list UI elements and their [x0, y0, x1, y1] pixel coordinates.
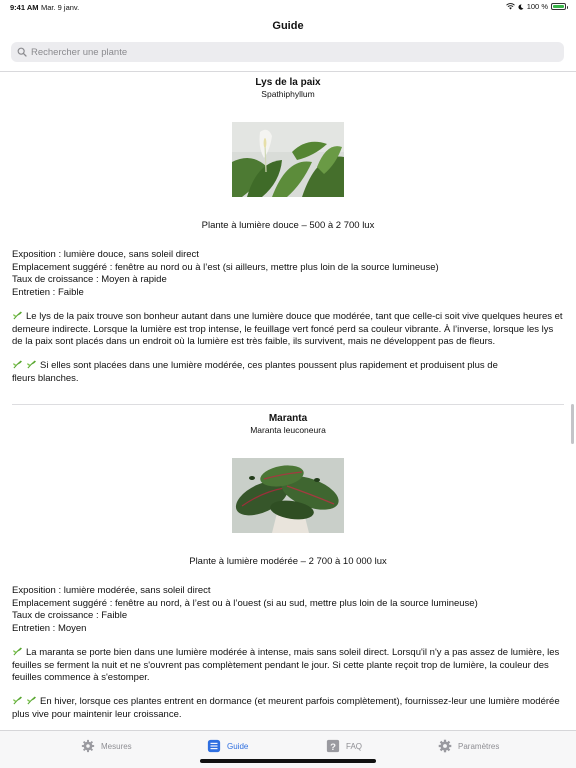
status-time: 9:41 AM: [10, 3, 39, 12]
plant-name: Lys de la paix: [255, 77, 321, 88]
tab-mesures[interactable]: [81, 738, 132, 754]
search-icon: [17, 47, 27, 57]
plant-latin-name: Spathiphyllum: [261, 89, 315, 99]
page-title: Guide: [272, 20, 304, 32]
battery-percent: 100 %: [526, 2, 548, 11]
plant-guide-list[interactable]: [0, 72, 576, 730]
tab-parametres[interactable]: [438, 738, 499, 754]
moon-icon: [518, 4, 524, 10]
peace-lily-photo: [232, 122, 344, 197]
plant-growth: Taux de croissance : Moyen à rapide: [12, 274, 167, 285]
sprout-icon: [12, 647, 23, 656]
svg-text:?: ?: [330, 741, 336, 753]
plant-care: Entretien : Moyen: [12, 622, 87, 634]
plant-tip: En hiver, lorsque ces plantes entrent en dormance (et meurent parfois complètement), fournissez-leur une lumière modérée plus vive pour maintenir leur croissance.: [12, 696, 560, 720]
status-date: Mar. 9 janv.: [41, 3, 80, 12]
search-placeholder: Rechercher une plante: [31, 46, 128, 58]
plant-growth: Taux de croissance : Faible: [12, 610, 128, 621]
gear-badge-icon: [81, 739, 95, 753]
tab-label: FAQ: [346, 741, 363, 751]
sprout-icon: [12, 311, 23, 320]
light-category: Plante à lumière douce – 500 à 2 700 lux: [201, 220, 375, 231]
plant-exposure: Exposition : lumière douce, sans soleil direct: [12, 249, 199, 260]
question-icon: [326, 739, 340, 753]
scrollbar[interactable]: [571, 404, 574, 444]
home-indicator[interactable]: [200, 759, 376, 763]
tab-faq[interactable]: [326, 738, 362, 754]
status-bar: [0, 0, 576, 14]
plant-latin-name: Maranta leuconeura: [250, 425, 326, 435]
plant-placement: Emplacement suggéré : fenêtre au nord, à l’est ou à l’ouest (si au sud, mettre plus loin de la source lumineuse): [12, 597, 478, 609]
plant-care: Entretien : Faible: [12, 286, 84, 298]
battery-icon: [551, 3, 566, 10]
wifi-icon: [506, 3, 515, 10]
light-category: Plante à lumière modérée – 2 700 à 10 000 lux: [189, 556, 387, 567]
tab-guide[interactable]: [207, 738, 248, 754]
tab-label: Guide: [227, 741, 249, 751]
plant-tip: Si elles sont placées dans une lumière modérée, ces plantes poussent plus rapidement et produisent plus de fleurs blanches.: [12, 360, 498, 384]
sprout-icon: [26, 696, 37, 705]
gear-icon: [438, 739, 452, 753]
tab-label: Paramètres: [458, 741, 500, 751]
plant-divider: [12, 404, 564, 405]
sprout-icon: [26, 360, 37, 369]
plant-description: Le lys de la paix trouve son bonheur autant dans une lumière douce que modérée, tant que celle-ci soit vive quelques heures et demeure indirecte. Lorsque la lumière est trop intense, le feuillage vert foncé perd sa couleur vibrante. À l’inverse, lorsque les lys de la paix sont placés dans un endroit où la lumière est très faible, ils survivent, mais ne développent pas de fleurs.: [12, 311, 563, 347]
tab-label: Mesures: [101, 741, 132, 751]
sprout-icon: [12, 696, 23, 705]
plant-exposure: Exposition : lumière modérée, sans soleil direct: [12, 585, 211, 596]
plant-name: Maranta: [268, 413, 308, 424]
plant-description: La maranta se porte bien dans une lumière modérée à intense, mais sans soleil direct. Lorsqu'il n'y a pas assez de lumière, les feuilles se ferment la nuit et ne s'ouvrent pas complètement pendant le jour. Si cette plante reçoit trop de lumière, la couleur des feuilles commence à s'estomper.: [12, 647, 560, 683]
plant-placement: Emplacement suggéré : fenêtre au nord ou à l’est (si ailleurs, mettre plus loin de la source lumineuse): [12, 261, 439, 273]
search-input[interactable]: [11, 42, 564, 62]
sprout-icon: [12, 360, 23, 369]
status-right: [506, 2, 566, 11]
maranta-photo: [232, 458, 344, 533]
list-icon: [207, 739, 221, 753]
